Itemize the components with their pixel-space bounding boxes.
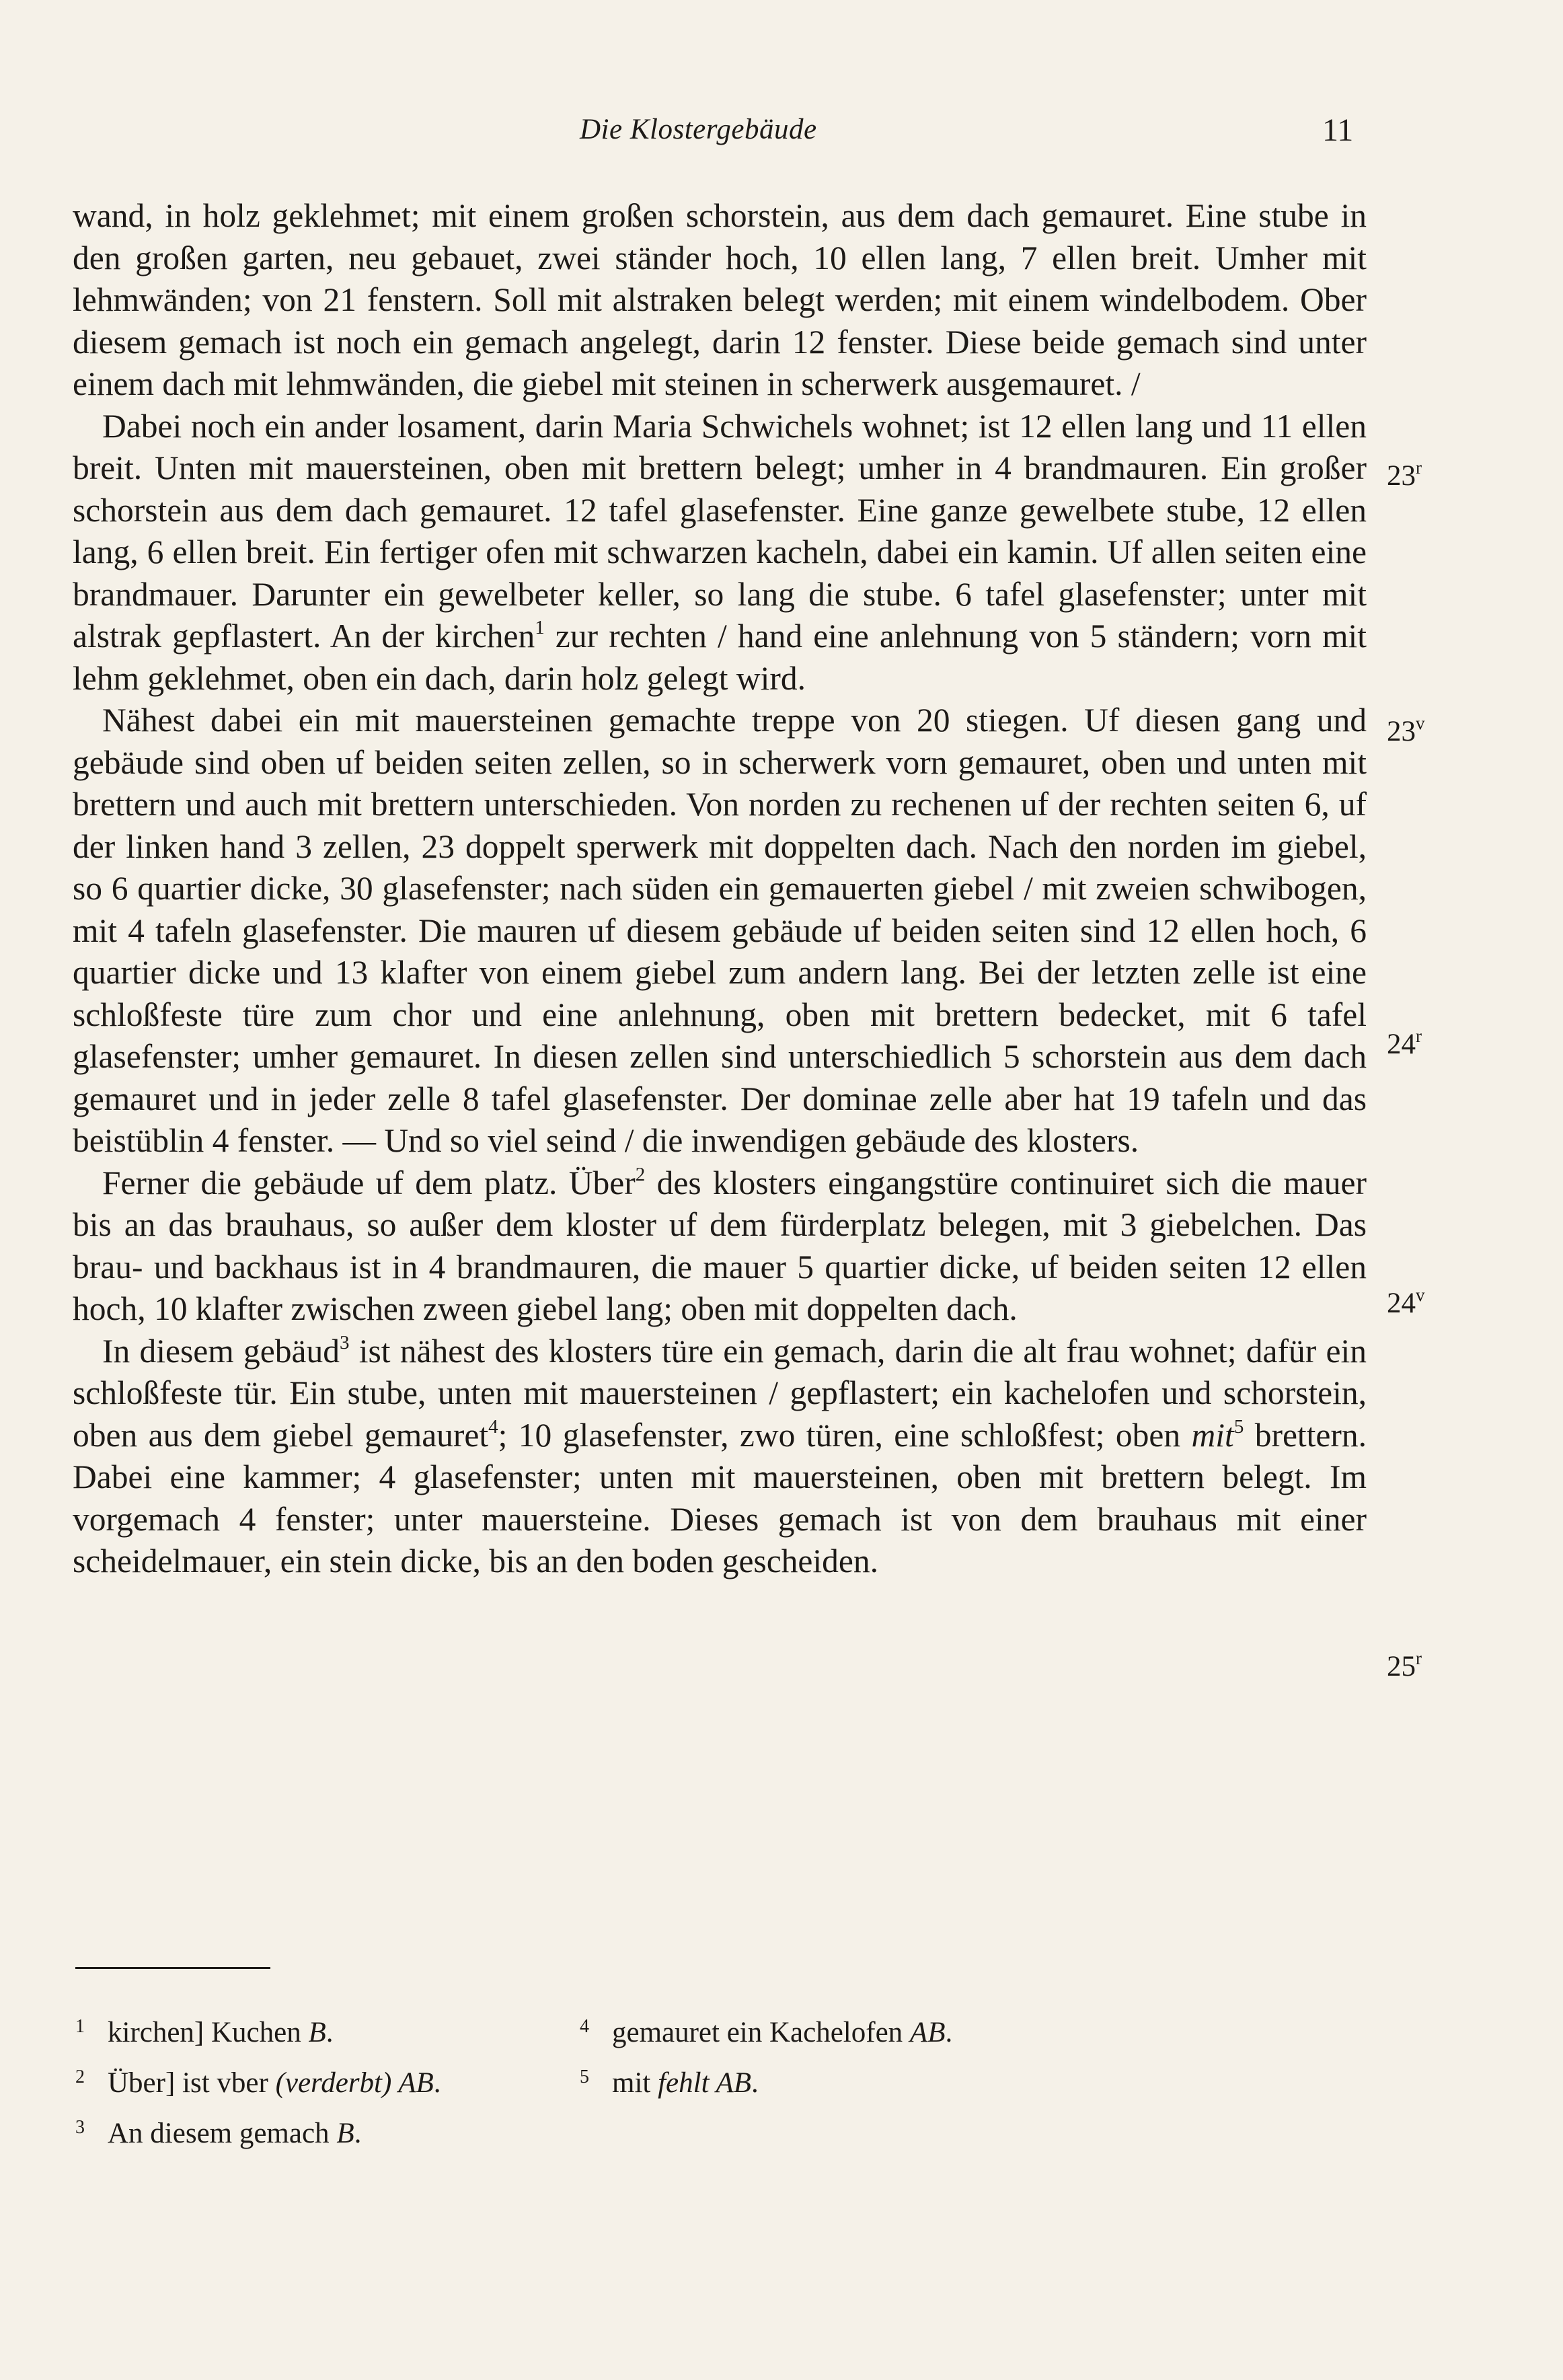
paragraph-4-text-a: Ferner die gebäude uf dem platz. Über <box>102 1164 636 1201</box>
footnote-3: 3 An diesem gemach B. <box>75 2117 362 2149</box>
paragraph-2-text-a: Dabei noch ein ander losament, darin Maria Schwichels wohnet; ist 12 ellen lang und 11 ellen breit. Unten mit mauersteinen, oben mit brettern belegt; umher in 4 brandmauren. Ein großer schorstein aus dem dach gemauret. 12 tafel glasefenster. Eine ganze gewelbete stube, 12 ellen lang, 6 ellen breit. Ein fertiger ofen mit schwarzen kacheln, dabei ein kamin. Uf allen seiten eine brandmauer. Darunter ein gewelbeter keller, so lang die stube. 6 tafel glasefenster; unter mit alstrak gepflastert. An der kirchen <box>73 407 1367 655</box>
margin-folio-note: 24$^r$ <box>1387 1026 1422 1060</box>
paragraph-2-text-b: zur rechten / hand eine anlehnung von 5 ständern; vorn mit lehm geklehmet, oben ein dach, darin holz gelegt wird. <box>73 618 1367 697</box>
margin-folio-note: 23$^r$ <box>1387 457 1422 492</box>
margin-folio-note: 24$^v$ <box>1387 1285 1425 1319</box>
paragraph-3: Nähest dabei ein mit mauersteinen gemachte treppe von 20 stiegen. Uf diesen gang und gebäude sind oben uf beiden seiten zellen, so in scherwerk vorn gemauret, oben und unten mit brettern und auch mit brettern unterschieden. Von norden zu rechenen uf der rechten seiten 6, uf der linken hand 3 zellen, 23 doppelt sperwerk mit doppelten dach. Nach den norden im giebel, so 6 quartier dicke, 30 glasefenster; nach süden ein gemauerten giebel / mit zweien schwibogen, mit 4 tafeln glasefenster. Die mauren uf diesem gebäude uf beiden seiten sind 12 ellen hoch, 6 quartier dicke und 13 klafter von einem giebel zum andern lang. Bei der letzten zelle ist eine schloßfeste türe zum chor und eine anlehnung, oben mit brettern bedecket, mit 6 tafel glasefenster; umher gemauret. In diesen zellen sind unterschiedlich 5 schorstein aus dem dach gemauret und in jeder zelle 8 tafel glasefenster. Der dominae zelle aber hat 19 tafeln und das beistüblin 4 fenster. — Und so viel seind / die inwendigen gebäude des klosters. <box>73 702 1367 1159</box>
footnote-ref-5: 5 <box>1233 1415 1244 1438</box>
footnote-2: 2 Über] ist vber (verderbt) AB. <box>75 2067 441 2099</box>
footnote-ref-3: 3 <box>339 1331 350 1353</box>
footnote-ref-4: 4 <box>488 1415 498 1438</box>
footnote-column-right <box>580 2005 1185 2106</box>
footnote-column-left <box>75 2005 546 2156</box>
paragraph-5-text-c: ; 10 glasefenster, zwo türen, eine schloßfest; oben <box>498 1416 1192 1454</box>
paragraph-5-text-e: brettern. Dabei eine kammer; 4 glasefenster; unten mit mauersteinen, oben mit brettern belegt. Im vorgemach 4 fenster; unter mauersteine. Dieses gemach ist von dem brauhaus mit einer scheidelmauer, ein stein dicke, bis an den boden gescheiden. <box>73 1416 1367 1579</box>
paragraph-4 <box>73 1162 1367 1331</box>
footnote-ref-1: 1 <box>535 617 545 638</box>
paragraph-5 <box>73 1331 1367 1583</box>
page-number: 11 <box>1322 112 1354 148</box>
paragraph-1: wand, in holz geklehmet; mit einem großen schorstein, aus dem dach gemauret. Eine stube in den großen garten, neu gebauet, zwei ständer hoch, 10 ellen lang, 7 ellen breit. Umher mit lehmwänden; von 21 fenstern. Soll mit alstraken belegt werden; mit einem windelbodem. Ober diesem gemach ist noch ein gemach angelegt, darin 12 fenster. Diese beide gemach sind unter einem dach mit lehmwänden, die giebel mit steinen in scherwerk ausgemauret. / <box>73 197 1367 402</box>
paragraph-5-text-d: mit <box>1191 1416 1234 1454</box>
footnote-1: 1 kirchen] Kuchen B. <box>75 2016 334 2048</box>
main-text <box>73 195 1367 1583</box>
margin-folio-note: 25$^r$ <box>1387 1648 1422 1682</box>
footnote-rule <box>75 1967 270 1969</box>
paragraph-5-text-b: ist nähest des klosters türe ein gemach, darin die alt frau wohnet; dafür ein schloßfeste tür. Ein stube, unten mit mauersteinen / gepflastert; ein kachelofen und schorstein, oben aus dem giebel gemauret <box>73 1332 1367 1454</box>
footnote-ref-2: 2 <box>635 1163 646 1185</box>
footnote-5: 5 mit fehlt AB. <box>580 2067 759 2099</box>
paragraph-5-text-a: In diesem gebäud <box>102 1332 340 1370</box>
paragraph-2 <box>73 406 1367 700</box>
running-title: Die Klostergebäude <box>580 114 817 145</box>
running-head <box>0 113 1563 153</box>
margin-folio-note: 23$^v$ <box>1387 713 1425 747</box>
paragraph-4-text-b: des klosters eingangstüre continuiret sich die mauer bis an das brauhaus, so außer dem kloster uf dem fürderplatz belegen, mit 3 giebelchen. Das brau- und backhaus ist in 4 brandmauren, die mauer 5 quartier dicke, uf beiden seiten 12 ellen hoch, 10 klafter zwischen zween giebel lang; oben mit doppelten dach. <box>73 1164 1367 1327</box>
footnote-4: 4 gemauret ein Kachelofen AB. <box>580 2016 953 2048</box>
